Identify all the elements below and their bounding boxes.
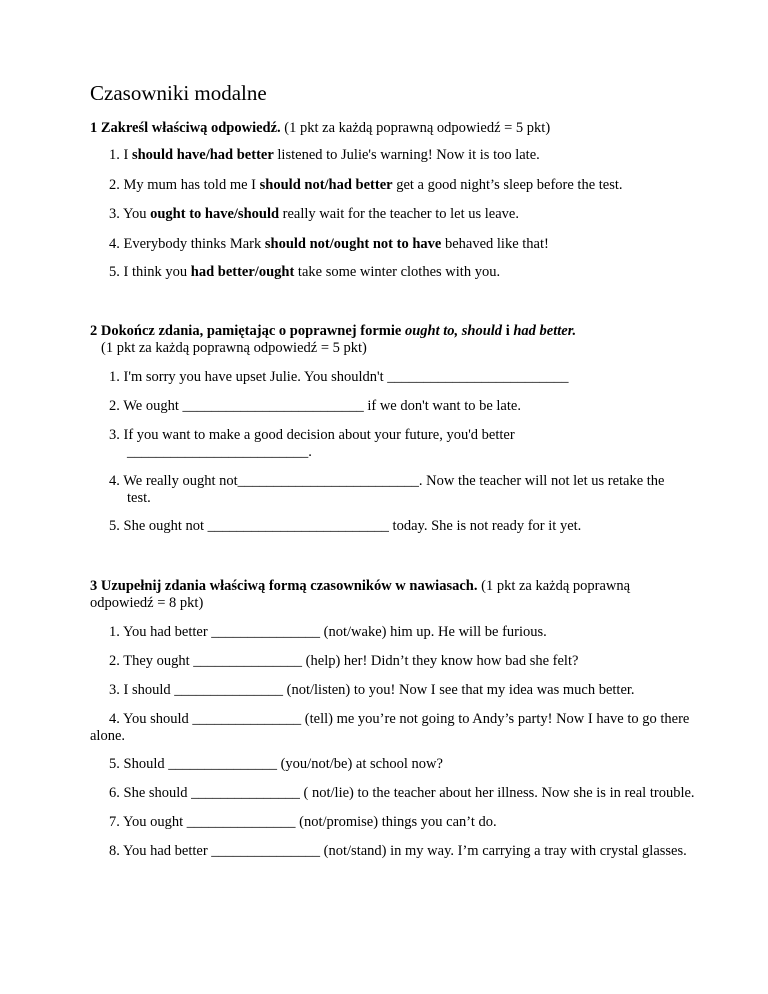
section2-item: 4. We really ought not_________________________. Now the teacher will not let us retake the: [109, 473, 665, 489]
page-title: Czasowniki modalne: [90, 81, 267, 105]
item-text: 1. I: [109, 147, 132, 163]
section2-heading-italic: ought to, should: [404, 323, 503, 339]
item-text: behaved like that!: [441, 236, 549, 252]
section3-item: 2. They ought _______________ (help) her! Didn’t they know how bad she felt?: [109, 653, 579, 669]
section2-heading-text: i: [502, 323, 514, 339]
section2-heading-text: 2 Dokończ zdania, pamiętając o poprawnej formie: [90, 323, 405, 339]
section1-item: [109, 146, 540, 164]
section2-item: 2. We ought _________________________ if we don't want to be late.: [109, 398, 521, 414]
item-text: take some winter clothes with you.: [294, 264, 501, 280]
section1-heading-bold: 1 Zakreśl właściwą odpowiedź.: [90, 120, 281, 136]
item-text: listened to Julie's warning! Now it is too late.: [273, 147, 540, 163]
section1-heading: [90, 119, 550, 137]
section1-item: [109, 235, 549, 253]
section1-item: [109, 205, 519, 223]
section2-item-continuation: _________________________.: [127, 444, 312, 460]
section1-item: [109, 263, 500, 281]
section2-heading-italic: had better.: [513, 323, 577, 339]
item-text: really wait for the teacher to let us leave.: [279, 206, 519, 222]
section3-item: 5. Should _______________ (you/not/be) at school now?: [109, 756, 443, 772]
section3-item: 8. You had better _______________ (not/stand) in my way. I’m carrying a tray with crystal glasses.: [109, 843, 687, 859]
item-text: 5. I think you: [109, 264, 191, 280]
item-options: had better/ought: [190, 264, 295, 280]
item-text: 4. Everybody thinks Mark: [109, 236, 265, 252]
item-options: should not/ought not to have: [264, 236, 442, 252]
item-text: get a good night’s sleep before the test.: [392, 177, 623, 193]
section3-heading-points: (1 pkt za każdą poprawną: [477, 578, 631, 594]
section2-item-continuation: test.: [127, 490, 151, 506]
section3-item: 3. I should _______________ (not/listen) to you! Now I see that my idea was much better.: [109, 682, 635, 698]
section2-heading: [90, 322, 576, 340]
item-options: ought to have/should: [150, 206, 280, 222]
section3-heading-bold: 3 Uzupełnij zdania właściwą formą czasowników w nawiasach.: [90, 578, 478, 594]
section1-item: [109, 176, 623, 194]
section3-item-continuation: alone.: [90, 728, 126, 744]
section3-heading-line2: odpowiedź = 8 pkt): [90, 595, 204, 611]
item-options: should not/had better: [259, 177, 393, 193]
section3-item: 4. You should _______________ (tell) me you’re not going to Andy’s party! Now I have to go there: [109, 711, 690, 727]
section3-heading: [90, 577, 630, 595]
section2-item: 1. I'm sorry you have upset Julie. You shouldn't _________________________: [109, 369, 569, 385]
section2-item: 3. If you want to make a good decision about your future, you'd better: [109, 427, 515, 443]
section1-heading-points: (1 pkt za każdą poprawną odpowiedź = 5 pkt): [280, 120, 551, 136]
item-text: 3. You: [109, 206, 151, 222]
item-options: should have/had better: [131, 147, 274, 163]
section3-item: 7. You ought _______________ (not/promise) things you can’t do.: [109, 814, 497, 830]
section3-item: 1. You had better _______________ (not/wake) him up. He will be furious.: [109, 624, 547, 640]
section3-item: 6. She should _______________ ( not/lie) to the teacher about her illness. Now she is in real trouble.: [109, 785, 695, 801]
section2-item: 5. She ought not _________________________ today. She is not ready for it yet.: [109, 518, 582, 534]
item-text: 2. My mum has told me I: [109, 177, 260, 193]
section2-points: (1 pkt za każdą poprawną odpowiedź = 5 pkt): [101, 340, 367, 356]
